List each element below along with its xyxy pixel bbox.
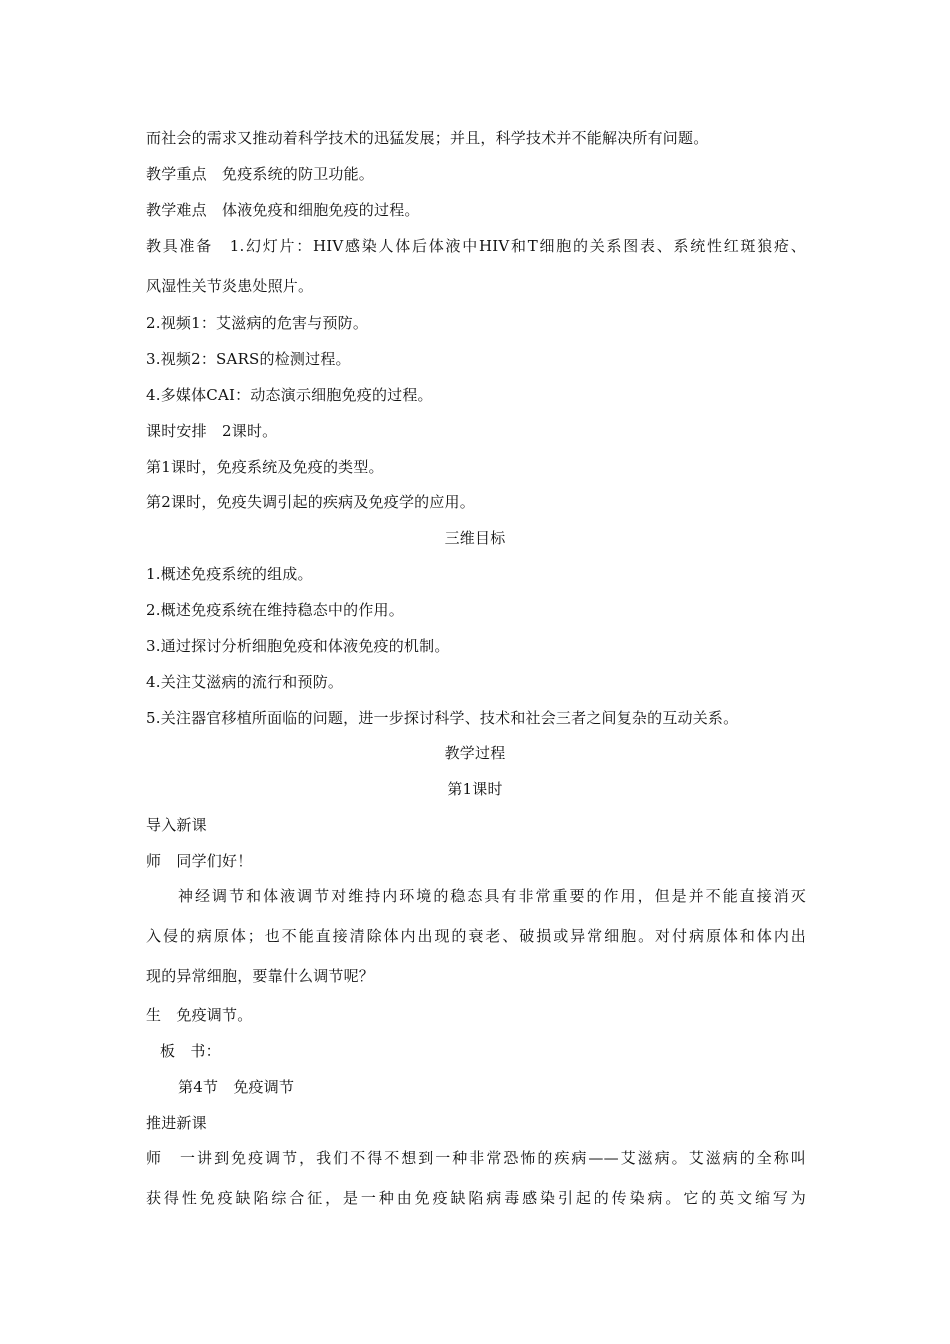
- text-line-lesson-1: 第1课时，免疫系统及免疫的类型。: [146, 458, 384, 476]
- text-line-intro: 导入新课: [146, 816, 207, 834]
- text-line-schedule: 课时安排 2课时。: [146, 422, 278, 440]
- text-line-key-point: 教学重点 免疫系统的防卫功能。: [146, 165, 375, 183]
- text-line-materials: 教具准备 1.幻灯片：HIV感染人体后体液中HIV和T细胞的关系图表、系统性红斑狼疮、: [146, 237, 806, 255]
- text-line-section-title: 第4节 免疫调节: [178, 1078, 295, 1096]
- paragraph-line-1: 神经调节和体液调节对维持内环境的稳态具有非常重要的作用，但是并不能直接消灭: [178, 887, 806, 905]
- section-heading-process: 教学过程: [444, 744, 506, 762]
- paragraph-line-aids-1: 师 一讲到免疫调节，我们不得不想到一种非常恐怖的疾病——艾滋病。艾滋病的全称叫: [146, 1149, 806, 1167]
- text-line-lesson-2: 第2课时，免疫失调引起的疾病及免疫学的应用。: [146, 493, 475, 511]
- text-line-video-1: 2.视频1：艾滋病的危害与预防。: [146, 314, 369, 332]
- text-line-goal-1: 1.概述免疫系统的组成。: [146, 565, 313, 583]
- text-line-goal-3: 3.通过探讨分析细胞免疫和体液免疫的机制。: [146, 637, 450, 655]
- section-heading-goals: 三维目标: [444, 529, 506, 547]
- text-line-teacher-greeting: 师 同学们好！: [146, 852, 253, 870]
- text-line-student-answer: 生 免疫调节。: [146, 1006, 253, 1024]
- text-line-cai: 4.多媒体CAI：动态演示细胞免疫的过程。: [146, 386, 433, 404]
- text-line-goal-4: 4.关注艾滋病的流行和预防。: [146, 673, 344, 691]
- text-line-advance: 推进新课: [146, 1114, 207, 1132]
- paragraph-line-2: 入侵的病原体；也不能直接清除体内出现的衰老、破损或异常细胞。对付病原体和体内出: [146, 927, 806, 945]
- paragraph-line-aids-2: 获得性免疫缺陷综合征，是一种由免疫缺陷病毒感染引起的传染病。它的英文缩写为: [146, 1189, 806, 1207]
- section-heading-lesson-1: 第1课时: [447, 780, 503, 798]
- text-line-video-2: 3.视频2：SARS的检测过程。: [146, 350, 351, 368]
- text-line-goal-5: 5.关注器官移植所面临的问题，进一步探讨科学、技术和社会三者之间复杂的互动关系。: [146, 709, 739, 727]
- paragraph-line-3: 现的异常细胞，要靠什么调节呢？: [146, 967, 375, 985]
- text-line-goal-2: 2.概述免疫系统在维持稳态中的作用。: [146, 601, 404, 619]
- text-line-difficulty: 教学难点 体液免疫和细胞免疫的过程。: [146, 201, 420, 219]
- text-line-continuation: 而社会的需求又推动着科学技术的迅猛发展；并且，科学技术并不能解决所有问题。: [146, 129, 709, 147]
- text-line-board: 板 书：: [160, 1042, 221, 1060]
- text-line-materials-cont: 风湿性关节炎患处照片。: [146, 277, 314, 295]
